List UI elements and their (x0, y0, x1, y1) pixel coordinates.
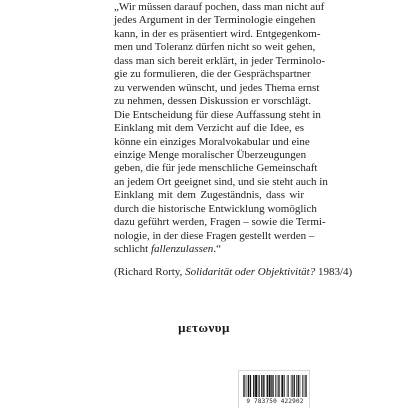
barcode-bar (304, 375, 305, 397)
barcode-bar (288, 375, 289, 397)
quote-line: an jedem Ort geeignet sind, und sie steht auch in (114, 175, 328, 188)
barcode-bar (278, 375, 279, 397)
barcode-bar (284, 375, 285, 397)
quote-line: dazu geführt werden, Fragen – sowie die Termi- (114, 216, 326, 229)
barcode-bar (261, 375, 262, 397)
barcode-bar (287, 375, 288, 397)
barcode-bar (250, 375, 251, 397)
barcode-bar (279, 375, 280, 397)
quote-last-italic: fallenzulassen (150, 243, 214, 256)
barcode-bar (243, 375, 244, 397)
isbn-barcode (238, 370, 310, 408)
quote-line: durch die historische Entwicklung womöglich (114, 202, 317, 215)
publisher-logo: μετωνυμ (178, 320, 230, 335)
barcode-bar (302, 375, 303, 397)
barcode-bar (281, 375, 283, 397)
barcode-bar (275, 375, 276, 397)
barcode-bar (273, 375, 274, 397)
quote-citation (114, 266, 353, 279)
quote-line: könne ein einziges Moralvokabular und eine (114, 135, 310, 148)
quote-line: geben, die für jede menschliche Gemeinschaft (114, 162, 318, 175)
barcode-bar (253, 375, 254, 397)
quote-line: Einklang mit dem Zugeständnis, dass wir (114, 189, 304, 202)
quote-line: einzige Menge moralischer Überzeugungen (114, 148, 307, 161)
barcode-bar (306, 375, 307, 397)
barcode-bar (244, 375, 245, 397)
barcode-bar (263, 375, 264, 397)
citation-prefix: (Richard Rorty, (114, 266, 186, 278)
barcode-bar (298, 375, 299, 397)
quote-line: nologie, in der diese Fragen gestellt werden – (114, 229, 315, 242)
barcode-bar (291, 375, 292, 397)
citation-suffix: 1983/4) (315, 266, 353, 278)
quote-line: jedes Argument in der Terminologie eingehen (114, 14, 316, 27)
quote-last-prefix: schlicht (114, 243, 151, 256)
quote-line: Die Entscheidung für diese Auffassung steht in (114, 108, 321, 121)
barcode-digits: 9 783750 422902 (246, 398, 304, 405)
quote-line: kann, in der es präsentiert wird. Entgegenkom- (114, 27, 321, 40)
quote-line: men und Toleranz dürfen nicht so weit gehen, (114, 41, 316, 54)
quote-line: dass man sich bereit erklärt, in jeder Terminolo- (114, 54, 326, 67)
quote-line: zu nehmen, dessen Diskussion er vorschlägt. (114, 95, 312, 108)
barcode-bar (259, 375, 260, 397)
barcode-bar (267, 375, 268, 397)
quote-line: Einklang mit dem Verzicht auf die Idee, es (114, 122, 304, 135)
barcode-bar (255, 375, 257, 397)
barcode-bar (248, 375, 249, 397)
rorty-quote (114, 1, 328, 257)
barcode-bar (258, 375, 259, 397)
barcode-bar (246, 375, 247, 397)
barcode-bar (305, 375, 306, 397)
barcode-bar (296, 375, 297, 397)
quote-line: gie zu formulieren, die der Gesprächspartner (114, 68, 311, 81)
barcode-bar (300, 375, 301, 397)
barcode-bar (269, 375, 271, 397)
barcode-bar (277, 375, 278, 397)
barcode-bar (292, 375, 293, 397)
barcode-bar (271, 375, 272, 397)
citation-book-title: Solidarität oder Objektivität? (185, 266, 316, 278)
quote-last-suffix: .“ (213, 243, 221, 256)
barcode-bars-graphic (243, 375, 307, 397)
quote-line: „Wir müssen darauf pochen, dass man nicht auf (114, 1, 325, 13)
quote-last-line (114, 243, 304, 256)
barcode-bar (294, 375, 295, 397)
quote-line: zu verwenden wünscht, und jedes Thema ernst (114, 81, 320, 94)
